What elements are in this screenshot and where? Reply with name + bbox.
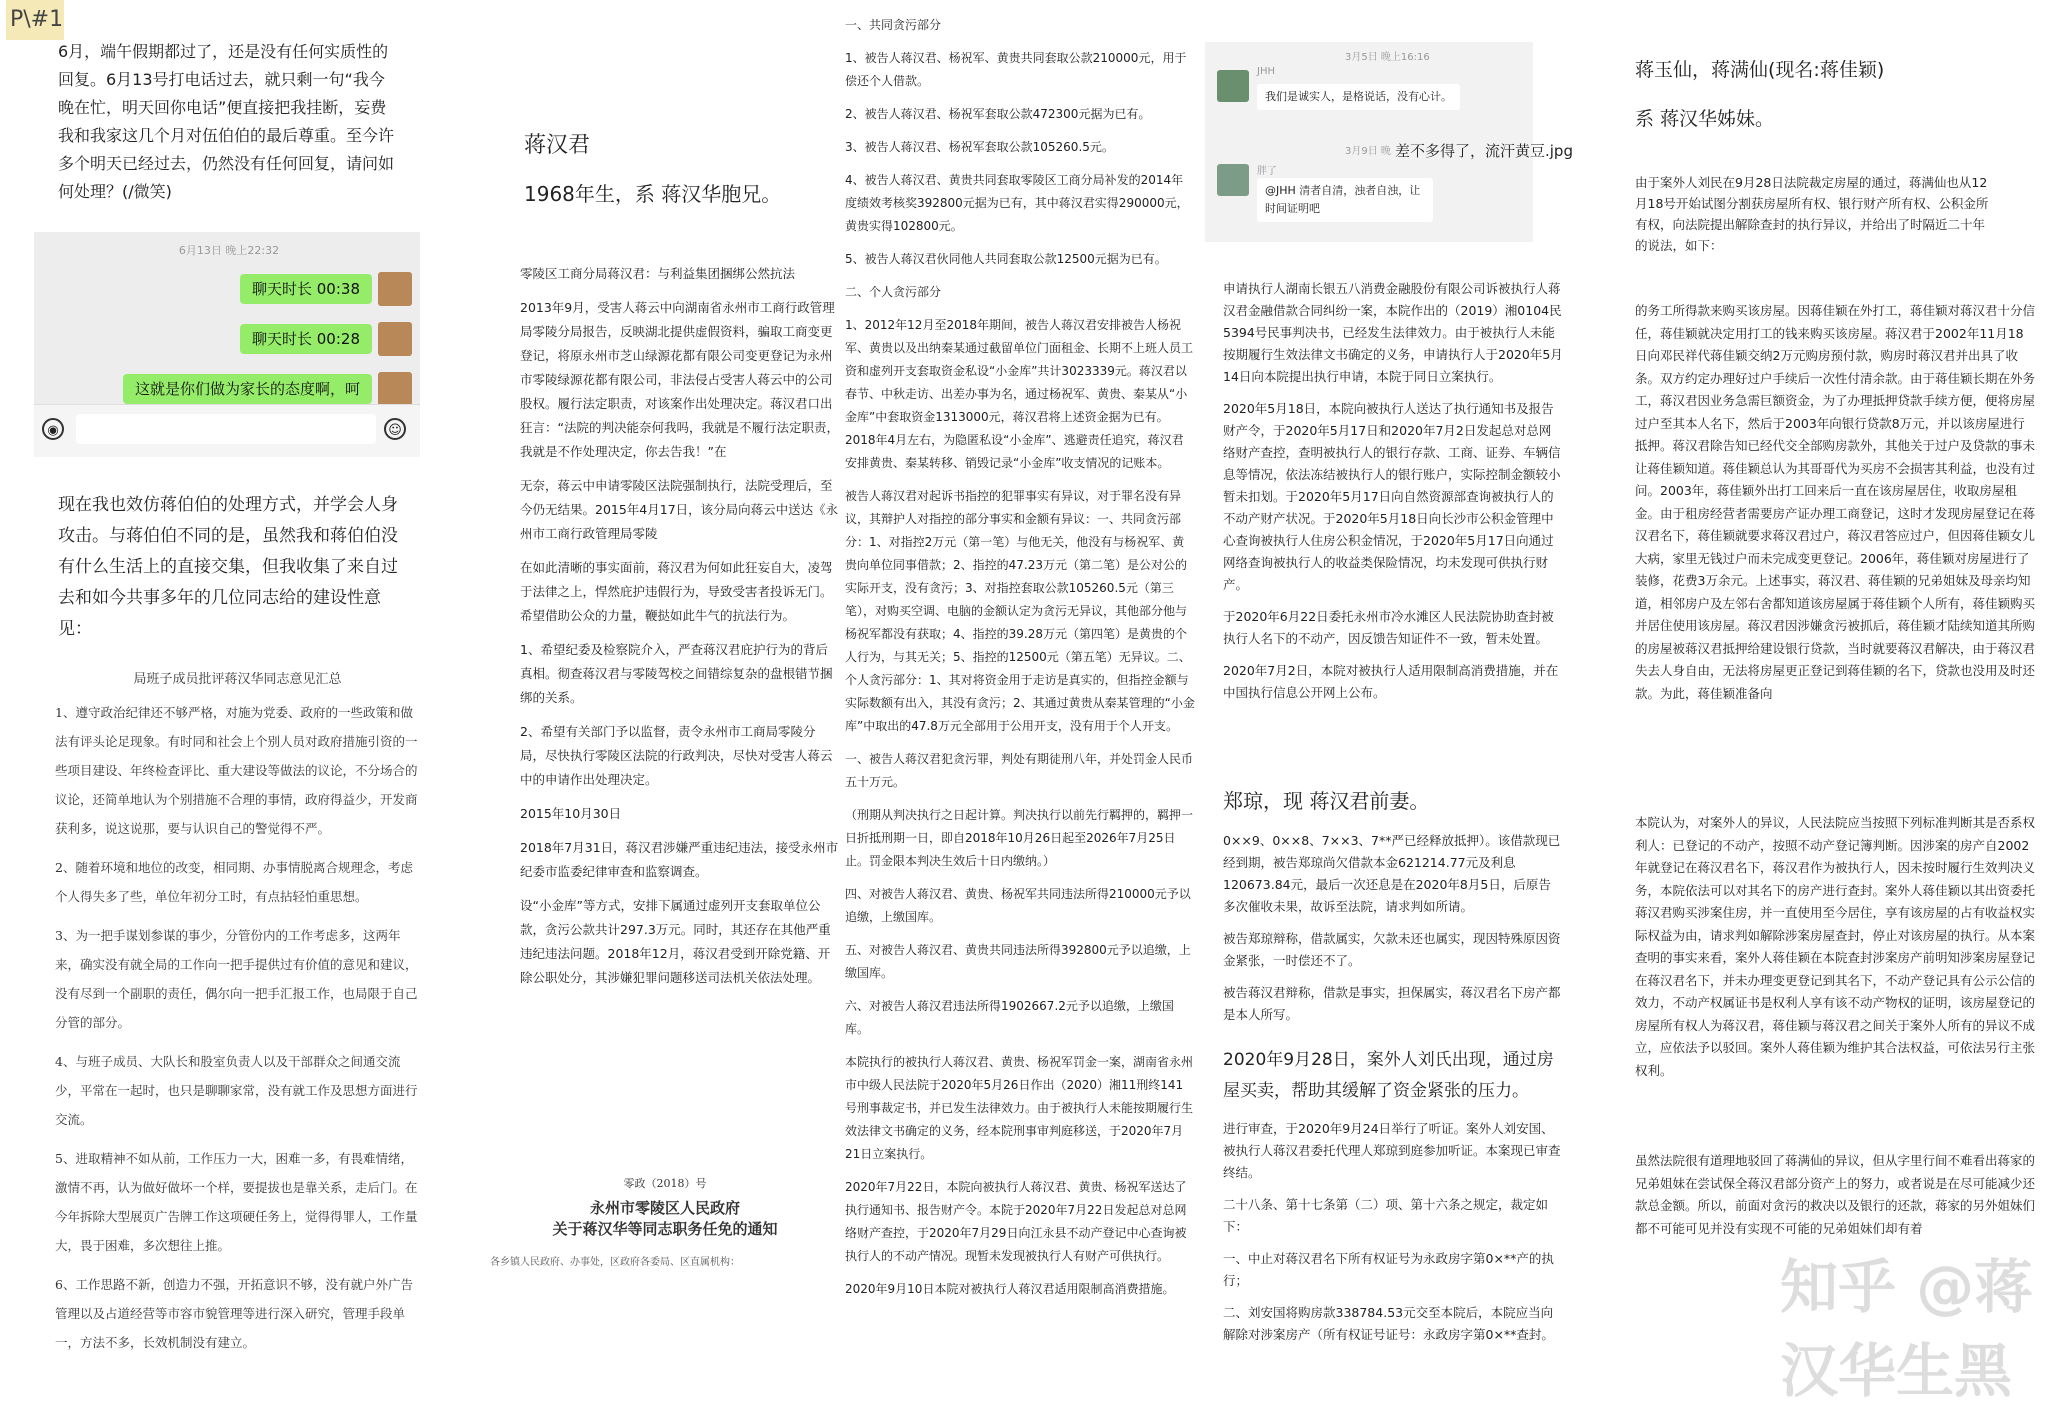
paragraph: 被告蒋汉君辩称，借款是事实，担保属实，蒋汉君名下房产都是本人所写。 <box>1223 985 1561 1022</box>
paragraph: 五、对被告人蒋汉君、黄贵共同违法所得392800元予以追缴，上缴国库。 <box>845 943 1191 980</box>
section-heading: 2020年9月28日，案外人刘氏出现，通过房屋买卖，帮助其缓解了资金紧张的压力。 <box>1223 1050 1554 1101</box>
chat-timestamp: 3月5日 晚上16:16 <box>1345 52 1430 63</box>
paragraph: 四、对被告人蒋汉君、黄贵、杨祝军共同违法所得210000元予以追缴，上缴国库。 <box>845 887 1191 924</box>
scan-line: 6、工作思路不新，创造力不强，开拓意识不够，没有就户外广告管理以及占道经营等市容市貌管理等进行深入研究，管理手段单一，方法不多，长效机制没有建立。 <box>55 1277 413 1350</box>
scan-line: 5、进取精神不如从前，工作压力一大，困难一多，有畏难情绪，激情不再，认为做好做坏一个样，要提拔也是靠关系，走后门。在今年拆除大型展页广告牌工作这项硬任务上，觉得得罪人，工作量大，畏于困难，多次想往上推。 <box>55 1151 418 1253</box>
paragraph: 3、被告人蒋汉君、杨祝军套取公款105260.5元。 <box>845 140 1114 154</box>
avatar <box>378 372 412 406</box>
complaint-text: 6月，端午假期都过了，还是没有任何实质性的回复。6月13号打电话过去，就只剩一句“我今晚在忙，明天回你电话”便直接把我挂断，妄费我和我家这几个月对伍伯伯的最后尊重。至今许多个明天已经过去，仍然没有任何回复，请问如何处理？(/微笑) <box>58 42 395 201</box>
chat-screenshot <box>34 232 420 457</box>
chat-bubble: 聊天时长 00:28 <box>240 324 372 354</box>
paragraph: 2013年9月，受害人蒋云中向湖南省永州市工商行政管理局零陵分局报告，反映湖北提供虚假资料，骗取工商变更登记，将原永州市芝山绿源花都有限公司变更登记为永州市零陵绿源花都有限公司，非法侵占受害人蒋云中的公司股权。履行法定职责，对该案作出处理决定。蒋汉君口出狂言：“法院的判决能奈何我吗，我就是不履行法定职责，我就是不作处理决定，你去告我！”在 <box>520 300 839 459</box>
scanned-document <box>55 665 420 1365</box>
notice-number: 零政（2018）号 <box>623 1177 707 1190</box>
intro-text: 由于案外人刘民在9月28日法院裁定房屋的通过，蒋满仙也从12月18号开始试图分割获房屋所有权、银行财产所有权、公积金所有权，向法院提出解除查封的执行异议，并给出了时隔近二十年的说法，如下： <box>1635 175 1989 253</box>
chat-bubble: @JHH 清者自清，浊者自浊，让时间证明吧 <box>1257 178 1433 222</box>
avatar <box>1217 70 1249 102</box>
paragraph: 设“小金库”等方式，安排下属通过虚列开支套取单位公款，贪污公款共计297.3万元。同时，其还存在其他严重违纪违法问题。2018年12月，蒋汉君受到开除党籍、开除公职处分，其涉嫌犯罪问题移送司法机关依法处理。 <box>520 898 831 985</box>
paragraph: 本院执行的被执行人蒋汉君、黄贵、杨祝军罚金一案，湖南省永州市中级人民法院于2020年5月26日作出（2020）湘11刑终141号刑事裁定书，并已发生法律效力。由于被执行人未能按期履行生效法律文书确定的义务，经本院刑事审判庭移送，于2020年7月21日立案执行。 <box>845 1055 1194 1161</box>
column-5 <box>1615 0 2048 1365</box>
judgment-text <box>845 14 1195 1311</box>
paragraph: 六、对被告人蒋汉君违法所得1902667.2元予以追缴，上缴国库。 <box>845 999 1174 1036</box>
avatar <box>378 322 412 356</box>
paragraph: 在如此清晰的事实面前，蒋汉君为何如此狂妄自大，凌驾于法律之上，悍然庇护违假行为，导致受害者投诉无门。希望借助公众的力量，鞭挞如此牛气的抗法行为。 <box>520 560 833 623</box>
paragraph: 2020年7月2日，本院对被执行人适用限制高消费措施，并在中国执行信息公开网上公布。 <box>1223 663 1559 700</box>
chat-timestamp: 6月13日 晚上22:32 <box>178 244 280 257</box>
chat-bubble: 聊天时长 00:38 <box>240 274 372 304</box>
chat-bubble: 我们是诚实人，是格说话，没有心计。 <box>1257 84 1460 110</box>
person-name: 蒋汉君 <box>524 133 591 158</box>
paragraph: 一、被告人蒋汉君犯贪污罪，判处有期徒刑八年，并处罚金人民币五十万元。 <box>845 752 1194 789</box>
paragraph: 4、被告人蒋汉君、黄贵共同套取零陵区工商分局补发的2014年度绩效考核奖392800元据为已有，其中蒋汉君实得290000元，黄贵实得102800元。 <box>845 173 1189 233</box>
column-1 <box>0 0 420 1365</box>
paragraph: 0××9、0××8、7××3、7**严已经释放抵押）。该借款现已经到期，被告郑琼尚欠借款本金621214.77元及利息120673.84元，最后一次还息是在2020年8月5日，后原告多次催收未果，故诉至法院，请求判如所请。 <box>1223 833 1561 914</box>
column-2 <box>490 0 840 1365</box>
paragraph: 2015年10月30日 <box>520 806 622 821</box>
paragraph: 被告郑琼辩称，借款属实，欠款未还也属实，现因特殊原因资金紧张，一时偿还不了。 <box>1223 931 1561 968</box>
paragraph: 2020年9月10日本院对被执行人蒋汉君适用限制高消费措施。 <box>845 1282 1175 1296</box>
court-document <box>1223 1118 1563 1356</box>
voice-icon[interactable]: ◉ <box>42 418 64 440</box>
notice-recipients: 各乡镇人民政府、办事处，区政府各委局、区直属机构： <box>490 1257 740 1268</box>
person-info: 系 蒋汉华姊妹。 <box>1635 108 1775 130</box>
paragraph: 于2020年6月22日委托永州市冷水滩区人民法院协助查封被执行人名下的不动产，因反馈告知证件不一致，暂未处置。 <box>1223 609 1554 646</box>
article-body <box>520 262 840 1000</box>
scan-line: 2、随着环境和地位的改变，相同期、办事情脱离合规理念，考虑个人得失多了些，单位年初分工时，有点拈轻怕重思想。 <box>55 860 413 904</box>
sender-name: JHH <box>1257 66 1275 77</box>
paragraph: 2020年7月22日，本院向被执行人蒋汉君、黄贵、杨祝军送达了执行通知书、报告财产令。本院于2020年7月22日发起总对总网络财产查控，于2020年7月29日向江永县不动产登记中心查询被执行人的不动产情况。现暂未发现被执行人有财产可供执行。 <box>845 1180 1187 1263</box>
notice-title: 关于蒋汉华等同志职务任免的通知 <box>552 1220 778 1238</box>
caption: 差不多得了，流汗黄豆.jpg <box>1395 142 1573 160</box>
chat-bubble: 这就是你们做为家长的态度啊，呵 <box>123 374 372 404</box>
avatar <box>378 272 412 306</box>
paragraph: 2018年7月31日，蒋汉君涉嫌严重违纪违法，接受永州市纪委市监委纪律审查和监察调查。 <box>520 840 839 879</box>
paragraph: 2、被告人蒋汉君、杨祝军套取公款472300元据为已有。 <box>845 107 1151 121</box>
sender-name: 胖了 <box>1257 166 1277 177</box>
chat-input-bar <box>34 404 420 457</box>
paragraph: 二、个人贪污部分 <box>845 285 942 299</box>
court-document <box>1223 278 1563 714</box>
paragraph: 一、中止对蒋汉君名下所有权证号为永政房字第0×**产的执行； <box>1223 1251 1554 1288</box>
column-3 <box>845 0 1205 1365</box>
avatar <box>1217 164 1249 196</box>
paragraph: 1、被告人蒋汉君、杨祝军、黄贵共同套取公款210000元，用于偿还个人借款。 <box>845 51 1187 88</box>
statement-text: 现在我也效仿蒋伯伯的处理方式，并学会人身攻击。与蒋伯伯不同的是，虽然我和蒋伯伯没有什么生活上的直接交集，但我收集了来自过去和如今共事多年的几位同志给的建设性意见： <box>58 495 398 639</box>
column-4 <box>1205 0 1605 1365</box>
paragraph: 进行审查，于2020年9月24日举行了听证。案外人刘安国、被执行人蒋汉君委托代理人郑琼到庭参加听证。本案现已审查终结。 <box>1223 1121 1561 1180</box>
section-heading: 郑琼，现 蒋汉君前妻。 <box>1223 789 1430 813</box>
paragraph: 被告人蒋汉君对起诉书指控的犯罪事实有异议，对于罪名没有异议，其辩护人对指控的部分事实和金额有异议：一、共同贪污部分：1、对指控2万元（第一笔）与他无关，他没有与杨祝军、黄贵向单位同事借款；2、指控的47.23万元（第二笔）是公对公的实际开支，没有贪污；3、对指控套取公款105260.5元（第三笔），对购买空调、电脑的金额认定为贪污无异议，其他部分他与杨祝军都没有获取；4、指控的39.28万元（第四笔）是黄贵的个人行为，与其无关；5、指控的12500元（第五笔）无异议。二、个人贪污部分：1、其对将资金用于走访是真实的，但指控金额与实际数额有出入，其没有贪污；2、其通过黄贵从秦某管理的“小金库”中取出的47.8万元全部用于公用开支，没有用于个人开支。 <box>845 489 1195 733</box>
paragraph: 零陵区工商分局蒋汉君：与利益集团捆绑公然抗法 <box>520 266 796 281</box>
paragraph: 5、被告人蒋汉君伙同他人共同套取公款12500元据为已有。 <box>845 252 1167 266</box>
chat-timestamp: 3月9日 晚 <box>1345 146 1391 157</box>
person-name: 蒋玉仙，蒋满仙(现名:蒋佳颖) <box>1635 59 1885 81</box>
paragraph: 一、共同贪污部分 <box>845 18 942 32</box>
notice-issuer: 永州市零陵区人民政府 <box>589 1199 740 1217</box>
watermark: 知乎 @蒋汉华生黑 <box>1780 1253 2033 1405</box>
paragraph: 二、刘安国将购房款338784.53元交至本院后，本院应当向解除对涉案房产（所有权证号证号：永政房字第0×**查封。 <box>1223 1305 1554 1342</box>
paragraph: 无奈，蒋云中申请零陵区法院强制执行，法院受理后，至今仍无结果。2015年4月17日，该分局向蒋云中送达《永州市工商行政管理局零陵 <box>520 478 839 541</box>
paragraph: 2020年5月18日，本院向被执行人送达了执行通知书及报告财产令，于2020年5月17日和2020年7月2日发起总对总网络财产查控，查明被执行人的银行存款、工商、证券、车辆信息等情况，依法冻结被执行人的银行账户，实际控制金额较小暂未扣划。于2020年5月17日向自然资源部查询被执行人的不动产财产状况。于2020年5月18日向长沙市公积金管理中心查询被执行人住房公积金情况，于2020年5月17日向通过网络查询被执行人的收益类保险情况，均未发现可供执行财产。 <box>1223 401 1561 592</box>
label-tag: P\#1 <box>6 0 64 40</box>
scan-line: 3、为一把手谋划参谋的事少，分管份内的工作考虑多，这两年来，确实没有就全局的工作向一把手提供过有价值的意见和建议，没有尽到一个副职的责任，偶尔向一把手汇报工作，也局限于自己分管的部分。 <box>55 928 418 1030</box>
paragraph: 申请执行人湖南长银五八消费金融股份有限公司诉被执行人蒋汉君金融借款合同纠纷一案，本院作出的（2019）湘0104民5394号民事判决书，已经发生法律效力。由于被执行人未能按期履行生效法律文书确定的义务，申请执行人于2020年5月14日向本院提出执行申请，本院于同日立案执行。 <box>1223 281 1563 384</box>
paragraph: 1、2012年12月至2018年期间，被告人蒋汉君安排被告人杨祝军、黄贵以及出纳秦某通过截留单位门面租金、长期不上班人员工资和虚列开支套取资金私设“小金库”共计3023339元。蒋汉君以春节、中秋走访、出差办事为名，通过杨祝军、黄贵、秦某从“小金库”中套取资金1313000元，蒋汉君将上述资金据为已有。2018年4月左右，为隐匿私设“小金库”、逃避责任追究，蒋汉君安排黄贵、秦某转移、销毁记录“小金库”收支情况的记账本。 <box>845 318 1194 470</box>
government-notice <box>490 1175 840 1268</box>
commentary-text: 虽然法院很有道理地驳回了蒋满仙的异议，但从字里行间不难看出蒋家的兄弟姐妹在尝试保全蒋汉君部分资产上的努力，或者说是在尽可能减少还款总金额。所以，前面对贪污的救决以及银行的还款，蒋家的另外姐妹们都不可能可见并没有实现不可能的兄弟姐妹们却有着 <box>1635 1153 2036 1236</box>
chat-input[interactable] <box>76 414 376 444</box>
paragraph: 二十八条、第十七条第（二）项、第十六条之规定，裁定如下： <box>1223 1197 1549 1234</box>
scan-title: 局班子成员批评蒋汉华同志意见汇总 <box>133 672 342 687</box>
scan-line: 4、与班子成员、大队长和股室负责人以及干部群众之间通交流少，平常在一起时，也只是聊聊家常，没有就工作及思想方面进行交流。 <box>55 1054 418 1127</box>
court-document <box>1223 830 1563 1036</box>
emoji-icon[interactable]: ☺ <box>384 418 406 440</box>
scan-line: 1、遵守政治纪律还不够严格，对施为党委、政府的一些政策和做法有评头论足现象。有时同和社会上个别人员对政府措施引资的一些项目建设、年终检查评比、重大建设等做法的议论，不分场合的议论，还简单地认为个别措施不合理的事情，政府得益少，开发商获利多，说这说那，要与认识自己的警觉得不严。 <box>55 705 418 836</box>
person-info: 1968年生，系 蒋汉华胞兄。 <box>524 182 782 206</box>
paragraph: （刑期从判决执行之日起计算。判决执行以前先行羁押的，羁押一日折抵刑期一日，即自2018年10月26日起至2026年7月25日止。罚金限本判决生效后十日内缴纳。） <box>845 808 1194 868</box>
paragraph: 1、希望纪委及检察院介入，严查蒋汉君庇护行为的背后真相。彻查蒋汉君与零陵驾校之间错综复杂的盘根错节捆绑的关系。 <box>520 642 833 705</box>
court-document: 本院认为，对案外人的异议，人民法院应当按照下列标准判断其是否系权利人：已登记的不动产，按照不动产登记簿判断。因涉案的房产自2002年就登记在蒋汉君名下，蒋汉君作为被执行人，因未按时履行生效判决义务，本院依法可以对其名下的房产进行查封。案外人蒋佳颖以其出资委托蒋汉君购买涉案住房，并一直使用至今居住，享有该房屋的占有收益权实际权益为由，请求判如解除涉案房屋查封，停止对该房屋的执行。从本案查明的事实来看，案外人蒋佳颖在本院查封涉案房产前明知涉案房屋登记在蒋汉君名下，并未办理变更登记到其名下，不动产登记具有公示公信的效力，不动产权属证书是权利人享有该不动产物权的证明，该房屋登记的房屋所有权人为蒋汉君，蒋佳颖与蒋汉君之间关于案外人所有的异议不成立，应依法予以驳回。案外人蒋佳颖为维护其合法权益，可依法另行主张权利。 <box>1635 815 2036 1078</box>
paragraph: 2、希望有关部门予以监督，责令永州市工商局零陵分局，尽快执行零陵区法院的行政判决，尽快对受害人蒋云中的申请作出处理决定。 <box>520 724 833 787</box>
court-document: 的务工所得款来购买该房屋。因蒋佳颖在外打工，蒋佳颖对蒋汉君十分信任，蒋佳颖就决定用打工的钱来购买该房屋。蒋汉君于2002年11月18日向邓民祥代蒋佳颖交纳2万元购房预付款，购房时蒋汉君并出具了收条。双方约定办理好过户手续后一次性付清余款。由于蒋佳颖长期在外务工，蒋汉君因业务急需巨额资金，为了办理抵押贷款手续方便，便将房屋过户至其本人名下，然后于2003年向银行贷款8万元，并以该房屋进行抵押。蒋汉君除告知已经代交全部购房款外，其他关于过户及贷款的事未让蒋佳颖知道。蒋佳颖总认为其哥哥代为买房不会损害其利益，也没有过问。2003年，蒋佳颖外出打工回来后一直在该房屋居住，收取房屋租金。由于租房经营者需要房产证办理工商登记，这时才发现房屋登记在蒋汉君名下，蒋佳颖就要求蒋汉君过户，蒋汉君答应过户，但因蒋佳颖女儿大病，家里无钱过户而未完成变更登记。2006年，蒋佳颖对房屋进行了装修，花费3万余元。上述事实，蒋汉君、蒋佳颖的兄弟姐妹及母亲均知道，相邻房户及左邻右舍都知道该房屋属于蒋佳颖个人所有，蒋佳颖购买并居住使用该房屋。蒋汉君因涉嫌贪污被抓后，蒋佳颖才陆续知道其所购的房屋被蒋汉君抵押给建设银行贷款，当时就要蒋汉君解决，由于蒋汉君失去人身自由，无法将房屋更正登记到蒋佳颖的名下，贷款也没用及时还款。为此，蒋佳颖准备向 <box>1635 303 2036 701</box>
